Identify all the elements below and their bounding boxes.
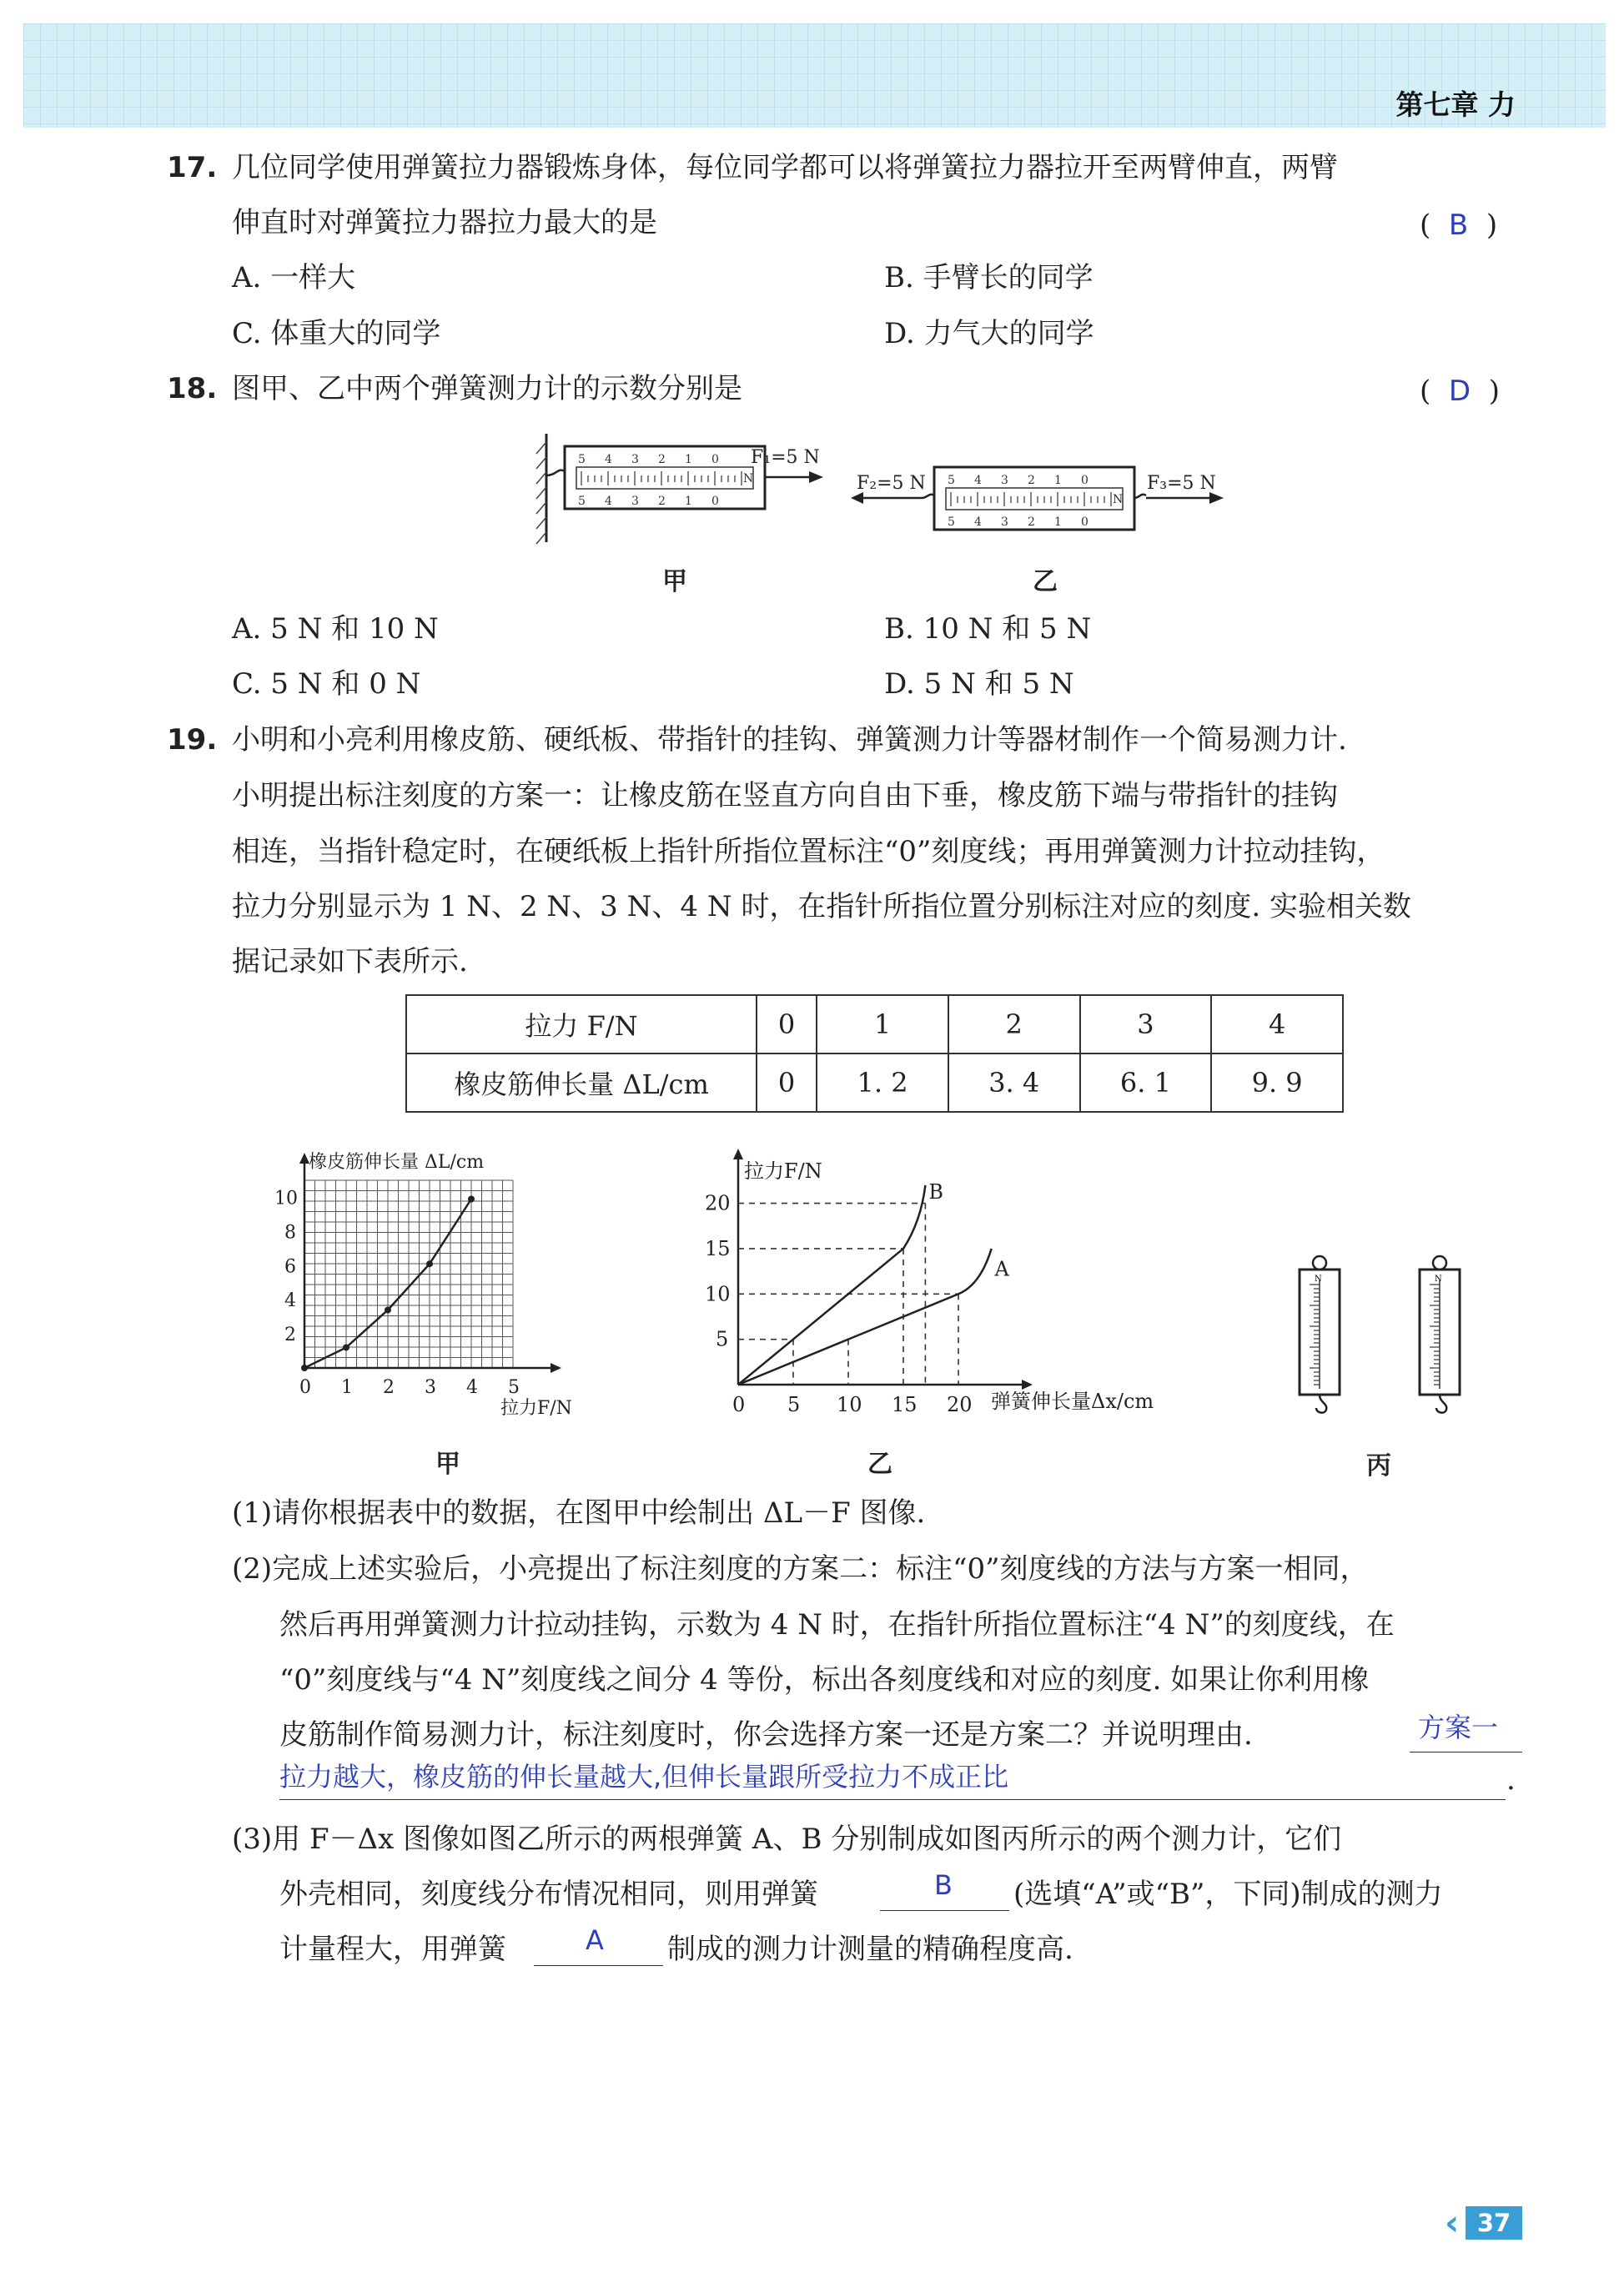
figure-jia-spring-scale [513,425,847,551]
yi-series-b-label: B [928,1180,944,1204]
svg-text:0: 0 [1081,474,1089,487]
q19-para-line3: 相连，当指针稳定时，在硬纸板上指针所指位置标注“0”刻度线；再用弹簧测力计拉动挂钩， [232,835,1385,868]
q19-sub3-line1: (3)用 F－Δx 图像如图乙所示的两根弹簧 A、B 分别制成如图丙所示的两个测力计，它们 [232,1823,1342,1856]
yi-x-tick-label: 10 [837,1393,862,1416]
jia-x-tick-label: 3 [425,1377,436,1398]
chart-jia-caption: 甲 [435,1450,460,1479]
svg-text:N: N [1435,1275,1442,1284]
svg-text:2: 2 [1028,515,1035,529]
yi-series-b-line [738,1185,925,1385]
q19-sub2-line4: 皮筋制作简易测力计，标注刻度时，你会选择方案一还是方案二？并说明理由. [279,1718,1253,1752]
jia-data-point [343,1344,349,1350]
yi-x-tick-label: 0 [732,1393,746,1416]
svg-text:N: N [743,472,754,485]
q17-option-a: A. 一样大 [232,261,356,294]
q19-sub2-period: . [1506,1763,1516,1797]
q18-answer: D [1448,375,1471,408]
q19-para-line5: 据记录如下表所示. [232,945,468,978]
svg-text:0: 0 [1081,515,1089,529]
svg-text:4: 4 [605,453,612,466]
table-cell: 拉力 F/N [406,995,757,1053]
q19-sub3-answer-2: A [586,1924,604,1956]
data-table [405,994,1344,1113]
svg-text:4: 4 [974,474,982,487]
figure-yi-caption: 乙 [1033,567,1058,596]
svg-text:5: 5 [948,474,955,487]
svg-text:5: 5 [948,515,955,529]
table-cell: 3 [1080,995,1212,1053]
table-row [406,995,1343,1053]
svg-text:3: 3 [1001,474,1008,487]
q17-option-d: D. 力气大的同学 [884,317,1094,350]
svg-text:3: 3 [1001,515,1008,529]
jia-y-tick-label: 4 [284,1290,296,1312]
svg-text:0: 0 [711,453,719,466]
yi-y-tick-label: 20 [705,1191,731,1215]
svg-text:4: 4 [605,495,612,508]
table-cell: 2 [948,995,1080,1053]
chart-jia-deltaL-vs-F [267,1143,617,1435]
q19-sub2-answer-1: 方案一 [1418,1712,1499,1743]
q17-answer-bracket: ( B ) [1420,209,1498,242]
q18-number: 18. [167,372,218,405]
q19-sub2-answer-2: 拉力越大，橡皮筋的伸长量越大,但伸长量跟所受拉力不成正比 [279,1761,1009,1793]
q19-para-line2: 小明提出标注刻度的方案一：让橡皮筋在竖直方向自由下垂，橡皮筋下端与带指针的挂钩 [232,779,1338,812]
jia-force-label: F₁=5 N [751,447,820,468]
figure-bing-caption: 丙 [1366,1451,1391,1481]
jia-x-tick-label: 0 [299,1377,311,1398]
q19-para-line1: 小明和小亮利用橡皮筋、硬纸板、带指针的挂钩、弹簧测力计等器材制作一个简易测力计. [232,723,1347,757]
q18-option-a: A. 5 N 和 10 N [232,612,439,646]
yi-y-tick-label: 10 [705,1282,731,1306]
yi-y-arrow [733,1149,743,1159]
figure-jia-caption: 甲 [662,567,687,596]
q19-sub2-line2: 然后再用弹簧测力计拉动挂钩，示数为 4 N 时，在指针所指位置标注“4 N”的刻度线，在 [279,1608,1395,1642]
yi-series-a-label: A [994,1257,1009,1281]
q18-answer-bracket: ( D ) [1420,375,1500,408]
table-cell: 4 [1211,995,1343,1053]
yi-series-a-line [738,1249,992,1385]
svg-text:2: 2 [1028,474,1035,487]
jia-x-axis-label: 拉力F/N [500,1398,572,1419]
figure-yi-spring-scale [851,459,1234,551]
q19-sub3-line3b: 制成的测力计测量的精确程度高. [667,1933,1073,1966]
yi-x-tick-label: 20 [947,1393,973,1416]
svg-text:1: 1 [1054,474,1062,487]
yi-y-tick-label: 15 [705,1236,731,1260]
svg-text:N: N [1113,493,1124,506]
q18-option-d: D. 5 N 和 5 N [884,667,1074,701]
q18-stem: 图甲、乙中两个弹簧测力计的示数分别是 [232,372,742,405]
svg-text:2: 2 [658,453,666,466]
jia-y-tick-label: 2 [284,1325,296,1346]
svg-text:1: 1 [685,453,692,466]
table-cell: 橡皮筋伸长量 ΔL/cm [406,1053,757,1112]
svg-text:N: N [1315,1275,1322,1284]
q19-sub3-answer-1: B [934,1869,953,1901]
chapter-title: 第七章 力 [1395,88,1516,121]
svg-text:1: 1 [685,495,692,508]
table-cell: 6. 1 [1080,1053,1212,1112]
q19-sub1: (1)请你根据表中的数据，在图甲中绘制出 ΔL－F 图像. [232,1496,926,1530]
table-cell: 1 [817,995,948,1053]
svg-text:0: 0 [711,495,719,508]
table-cell: 1. 2 [817,1053,948,1112]
table-cell: 0 [757,1053,817,1112]
chart-yi-caption: 乙 [867,1450,892,1479]
svg-text:2: 2 [658,495,666,508]
page-number: 37 [1466,2206,1522,2240]
yi-y-axis-label: 拉力F/N [744,1159,822,1183]
header-banner [23,23,1606,128]
jia-data-point [385,1306,391,1313]
q17-line1: 几位同学使用弹簧拉力器锻炼身体，每位同学都可以将弹簧拉力器拉开至两臂伸直，两臂 [232,151,1338,184]
jia-data-point [301,1365,308,1371]
figure-bing-two-scales [1285,1251,1485,1418]
svg-text:1: 1 [1054,515,1062,529]
svg-text:3: 3 [631,453,639,466]
q17-answer: B [1448,209,1469,242]
q17-option-c: C. 体重大的同学 [232,317,441,350]
q19-para-line4: 拉力分别显示为 1 N、2 N、3 N、4 N 时，在指针所指位置分别标注对应的刻度. 实验相关数 [232,890,1411,923]
jia-x-arrow [551,1363,561,1373]
table-row [406,1053,1343,1112]
yi-x-axis-label: 弹簧伸长量Δx/cm [991,1390,1154,1413]
yi-x-tick-label: 15 [892,1393,918,1416]
q19-sub3-line3a: 计量程大，用弹簧 [279,1933,506,1966]
jia-x-tick-label: 2 [383,1377,395,1398]
q17-line2: 伸直时对弹簧拉力器拉力最大的是 [232,206,657,239]
jia-y-tick-label: 6 [284,1256,296,1278]
q18-option-b: B. 10 N 和 5 N [884,612,1092,646]
jia-y-axis-label: 橡皮筋伸长量 ΔL/cm [309,1152,485,1173]
table-cell: 0 [757,995,817,1053]
jia-y-tick-label: 8 [284,1222,296,1244]
svg-text:5: 5 [578,495,586,508]
q19-sub2-line3: “0”刻度线与“4 N”刻度线之间分 4 等份，标出各刻度线和对应的刻度. 如果让你利用橡 [279,1663,1370,1697]
jia-x-tick-label: 4 [466,1377,478,1398]
q19-number: 19. [167,723,218,757]
jia-x-tick-label: 5 [508,1377,520,1398]
q18-option-c: C. 5 N 和 0 N [232,667,421,701]
jia-data-point [426,1260,433,1267]
q19-sub3-line2a: 外壳相同，刻度线分布情况相同，则用弹簧 [279,1878,818,1911]
svg-text:5: 5 [578,453,586,466]
q19-sub3-line2b: (选填“A”或“B”，下同)制成的测力 [1013,1878,1443,1911]
jia-data-point [468,1196,475,1203]
page-chevron-icon: ‹ [1445,2202,1460,2243]
q17-number: 17. [167,151,218,184]
jia-y-tick-label: 10 [274,1188,298,1209]
svg-text:3: 3 [631,495,639,508]
q17-option-b: B. 手臂长的同学 [884,261,1094,294]
yi-x-tick-label: 5 [787,1393,801,1416]
table-cell: 9. 9 [1211,1053,1343,1112]
yi-force-left-label: F₂=5 N [857,473,926,494]
q19-sub2-line1: (2)完成上述实验后，小亮提出了标注刻度的方案二：标注“0”刻度线的方法与方案一相同， [232,1552,1369,1586]
chart-yi-F-vs-deltax [701,1143,1218,1435]
yi-y-tick-label: 5 [716,1327,729,1351]
yi-force-right-label: F₃=5 N [1147,473,1216,494]
table-cell: 3. 4 [948,1053,1080,1112]
jia-x-tick-label: 1 [341,1377,353,1398]
svg-text:4: 4 [974,515,982,529]
yi-x-arrow [1022,1380,1033,1390]
